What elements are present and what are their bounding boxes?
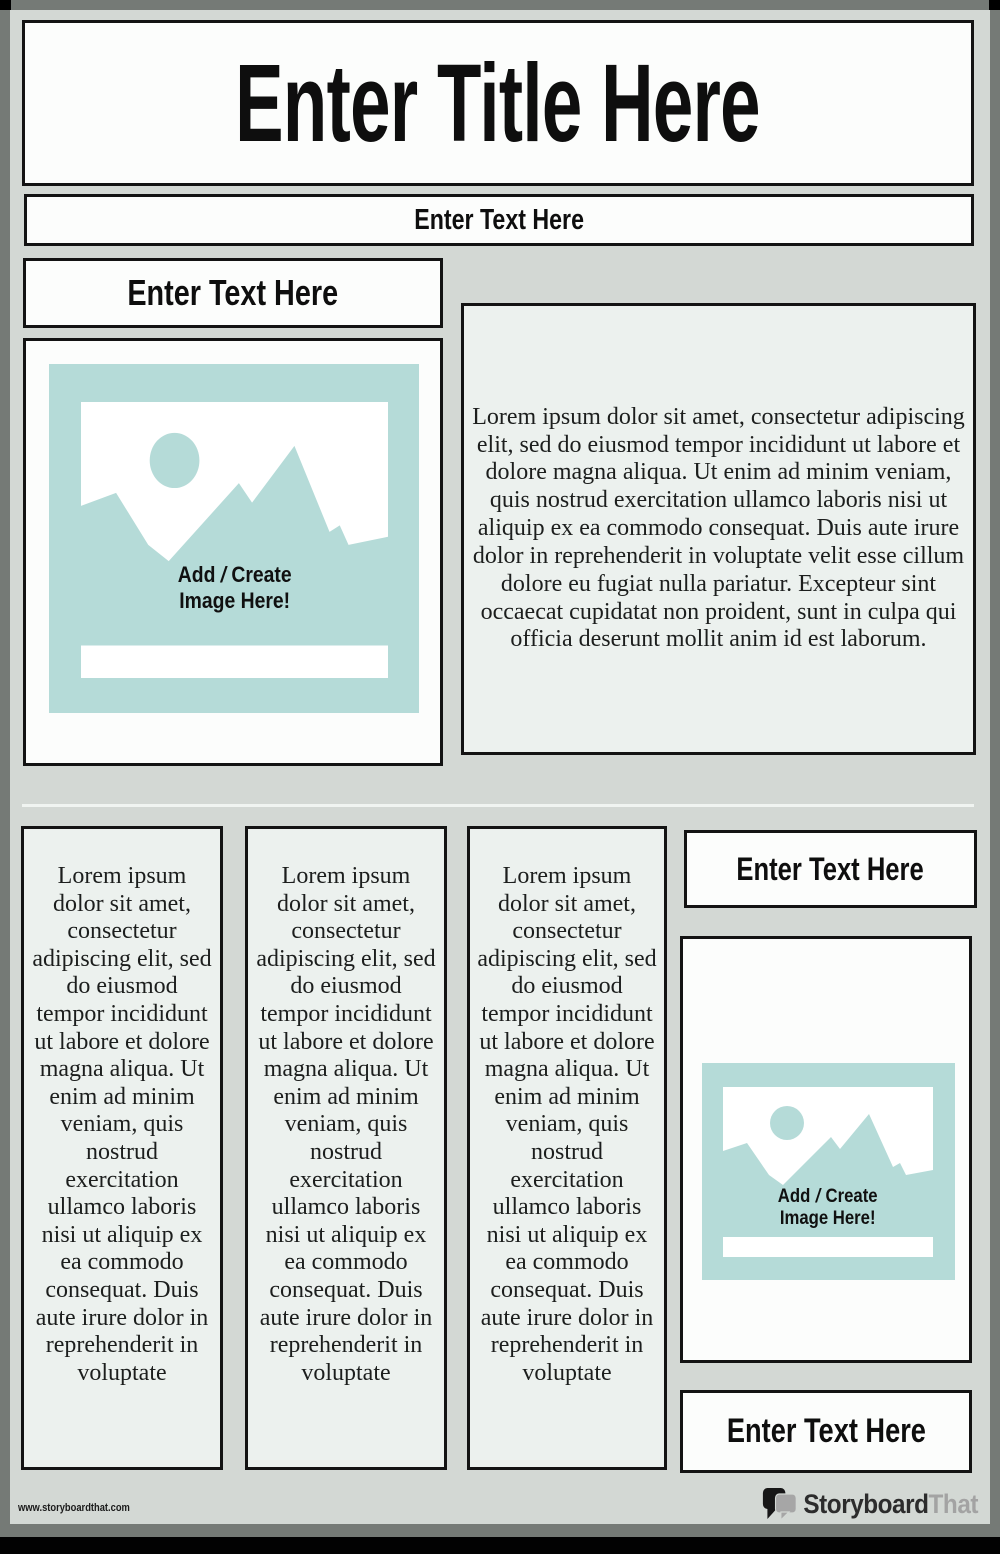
subtitle-text: Enter Text Here — [414, 203, 584, 236]
speech-bubbles-icon — [761, 1484, 799, 1524]
right-heading-bottom: Enter Text Here — [726, 1412, 926, 1450]
site-url: www.storyboardthat.com — [18, 1502, 130, 1514]
sun-icon — [770, 1106, 804, 1140]
main-article-box[interactable] — [461, 303, 976, 755]
frame-corner-top-right — [989, 0, 1000, 10]
landscape-placeholder-icon — [723, 1087, 933, 1257]
main-article-text: Lorem ipsum dolor sit amet, consectetur adipiscing elit, sed do eiusmod tempor incididunt ut labore et dolore magna aliqua. Ut enim ad minim veniam, quis nostrud exercitation ullamco laboris nisi ut aliquip ex ea commodo consequat. Duis aute irure dolor in reprehenderit in voluptate velit esse cillum dolore eu fugiat nulla pariatur. Excepteur sint occaecat cupidatat non proident, sunt in culpa qui officia deserunt mollit anim id est laborum. — [472, 403, 965, 653]
landscape-placeholder-icon — [81, 402, 388, 678]
text-column-1-body: Lorem ipsum dolor sit amet, consectetur adipiscing elit, sed do eiusmod tempor incididunt ut labore et dolore magna aliqua. Ut enim ad minim veniam, quis nostrud exercitation ullamco laboris nisi ut aliquip ex ea commodo consequat. Duis aute irure dolor in reprehenderit in voluptate — [32, 863, 212, 1386]
image-artwork — [81, 402, 388, 678]
frame-corner-top-left — [0, 0, 11, 10]
subtitle-bar[interactable] — [24, 194, 974, 246]
image-artwork — [723, 1087, 933, 1257]
text-column-3-body: Lorem ipsum dolor sit amet, consectetur adipiscing elit, sed do eiusmod tempor incididunt ut labore et dolore magna aliqua. Ut enim ad minim veniam, quis nostrud exercitation ullamco laboris nisi ut aliquip ex ea commodo consequat. Duis aute irure dolor in reprehenderit in voluptate — [477, 863, 657, 1386]
brand-primary: Storyboard — [803, 1488, 929, 1519]
text-column-1[interactable] — [21, 826, 223, 1470]
brand-secondary: That — [928, 1488, 978, 1519]
image-frame — [702, 1063, 955, 1280]
image-placeholder-right[interactable] — [680, 936, 972, 1363]
newspaper-page — [10, 10, 990, 1524]
sun-icon — [150, 433, 200, 488]
image-frame — [49, 364, 419, 713]
image-placeholder-left[interactable] — [23, 338, 443, 766]
section-divider — [22, 804, 974, 807]
brand-logo — [761, 1482, 978, 1526]
right-heading-bottom-box[interactable] — [680, 1390, 972, 1473]
page-title: Enter Title Here — [235, 41, 761, 165]
right-heading-top: Enter Text Here — [736, 850, 925, 887]
text-column-2[interactable] — [245, 826, 447, 1470]
right-heading-top-box[interactable] — [684, 830, 977, 908]
bottom-bar — [0, 1537, 1000, 1554]
text-column-3[interactable] — [467, 826, 667, 1470]
text-column-2-body: Lorem ipsum dolor sit amet, consectetur adipiscing elit, sed do eiusmod tempor incididunt ut labore et dolore magna aliqua. Ut enim ad minim veniam, quis nostrud exercitation ullamco laboris nisi ut aliquip ex ea commodo consequat. Duis aute irure dolor in reprehenderit in voluptate — [256, 863, 436, 1386]
mountains-icon — [81, 446, 388, 646]
image-placeholder-label: Add / Create Image Here! — [778, 1185, 878, 1230]
left-section-heading: Enter Text Here — [127, 272, 339, 313]
left-section-heading-box[interactable] — [23, 258, 443, 328]
brand-wordmark — [803, 1489, 978, 1520]
image-placeholder-label: Add / Create Image Here! — [177, 562, 292, 614]
title-box[interactable] — [22, 20, 974, 186]
